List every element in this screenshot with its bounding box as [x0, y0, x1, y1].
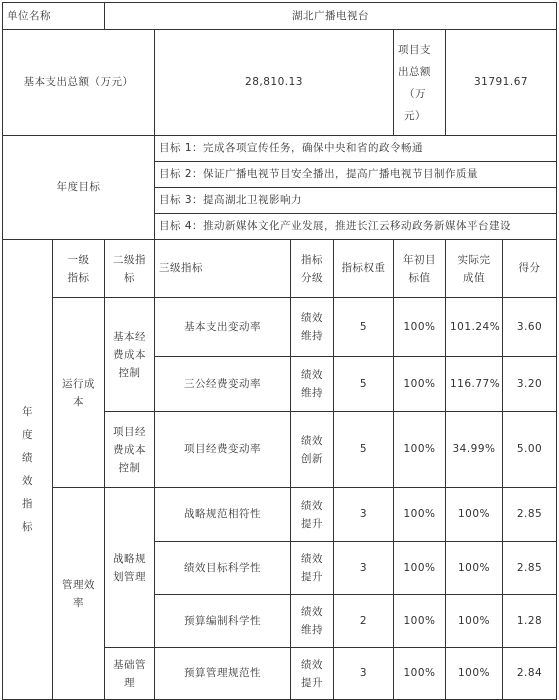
budget-row — [3, 30, 557, 136]
indicator-weight: 3 — [334, 488, 394, 542]
indicator-weight: 2 — [334, 595, 394, 648]
indicator-target: 100% — [394, 542, 446, 595]
indicator-actual: 101.24% — [446, 298, 503, 357]
indicator-actual: 100% — [446, 595, 503, 648]
indicator-category: 绩效 提升 — [291, 542, 334, 595]
indicator-score: 3.60 — [503, 298, 557, 357]
indicator-name: 三公经费变动率 — [155, 357, 291, 412]
unit-label: 单位名称 — [3, 3, 105, 30]
indicator-category: 绩效 维持 — [291, 298, 334, 357]
table-row — [3, 488, 557, 542]
indicator-actual: 100% — [446, 488, 503, 542]
indicator-score: 1.28 — [503, 595, 557, 648]
basic-expenditure-label: 基本支出总额（万元） — [3, 30, 155, 136]
header-target: 年初目 标值 — [394, 240, 446, 298]
indicator-weight: 3 — [334, 648, 394, 700]
indicator-score: 2.85 — [503, 542, 557, 595]
annual-performance-indicators-label: 年 度 绩 效 指 标 — [3, 240, 53, 700]
goal-item-4: 目标 4：推动新媒体文化产业发展，推进长江云移动政务新媒体平台建设 — [155, 214, 557, 240]
indicator-score: 2.85 — [503, 488, 557, 542]
indicator-category: 绩效 提升 — [291, 648, 334, 700]
indicator-target: 100% — [394, 488, 446, 542]
header-actual: 实际完 成值 — [446, 240, 503, 298]
indicator-category: 绩效 创新 — [291, 412, 334, 488]
indicator-name: 项目经费变动率 — [155, 412, 291, 488]
group-management-efficiency: 管理效 率 — [53, 488, 105, 700]
group-project-cost-control: 项目经 费成本 控制 — [105, 412, 155, 488]
goal-item-3: 目标 3：提高湖北卫视影响力 — [155, 188, 557, 214]
indicator-score: 3.20 — [503, 357, 557, 412]
indicator-actual: 100% — [446, 542, 503, 595]
indicator-weight: 5 — [334, 298, 394, 357]
group-foundation-management: 基础管 理 — [105, 648, 155, 700]
indicator-target: 100% — [394, 412, 446, 488]
unit-row — [3, 3, 557, 30]
header-weight: 指标权重 — [334, 240, 394, 298]
group-basic-cost-control: 基本经 费成本 控制 — [105, 298, 155, 412]
indicator-score: 5.00 — [503, 412, 557, 488]
indicator-target: 100% — [394, 357, 446, 412]
indicator-name: 绩效目标科学性 — [155, 542, 291, 595]
header-level1: 一级 指标 — [53, 240, 105, 298]
unit-value: 湖北广播电视台 — [105, 3, 557, 30]
indicator-name: 预算管理规范性 — [155, 648, 291, 700]
indicator-target: 100% — [394, 648, 446, 700]
table-row — [3, 298, 557, 357]
goal-item-1: 目标 1：完成各项宣传任务，确保中央和省的政令畅通 — [155, 136, 557, 162]
group-operating-cost: 运行成 本 — [53, 298, 105, 488]
project-expenditure-label: 项目支 出总额 （万 元） — [394, 30, 446, 136]
performance-table — [2, 2, 557, 700]
indicator-category: 绩效 提升 — [291, 488, 334, 542]
indicator-score: 2.84 — [503, 648, 557, 700]
header-score: 得分 — [503, 240, 557, 298]
project-expenditure-value: 31791.67 — [446, 30, 557, 136]
indicator-weight: 3 — [334, 542, 394, 595]
indicator-target: 100% — [394, 595, 446, 648]
basic-expenditure-value: 28,810.13 — [155, 30, 394, 136]
indicator-category: 绩效 维持 — [291, 357, 334, 412]
indicator-name: 预算编制科学性 — [155, 595, 291, 648]
indicator-actual: 100% — [446, 648, 503, 700]
indicator-category: 绩效 维持 — [291, 595, 334, 648]
indicator-name: 基本支出变动率 — [155, 298, 291, 357]
indicator-actual: 34.99% — [446, 412, 503, 488]
indicator-actual: 116.77% — [446, 357, 503, 412]
annual-goals-label: 年度目标 — [3, 136, 155, 240]
header-level2: 二级指 标 — [105, 240, 155, 298]
indicator-weight: 5 — [334, 357, 394, 412]
indicator-name: 战略规范相符性 — [155, 488, 291, 542]
goal-row — [3, 136, 557, 162]
header-level3: 三级指标 — [155, 240, 291, 298]
indicator-header-row — [3, 240, 557, 298]
group-strategy-management: 战略规 划管理 — [105, 488, 155, 648]
goal-item-2: 目标 2：保证广播电视节目安全播出，提高广播电视节目制作质量 — [155, 162, 557, 188]
indicator-target: 100% — [394, 298, 446, 357]
indicator-weight: 5 — [334, 412, 394, 488]
header-category: 指标 分级 — [291, 240, 334, 298]
